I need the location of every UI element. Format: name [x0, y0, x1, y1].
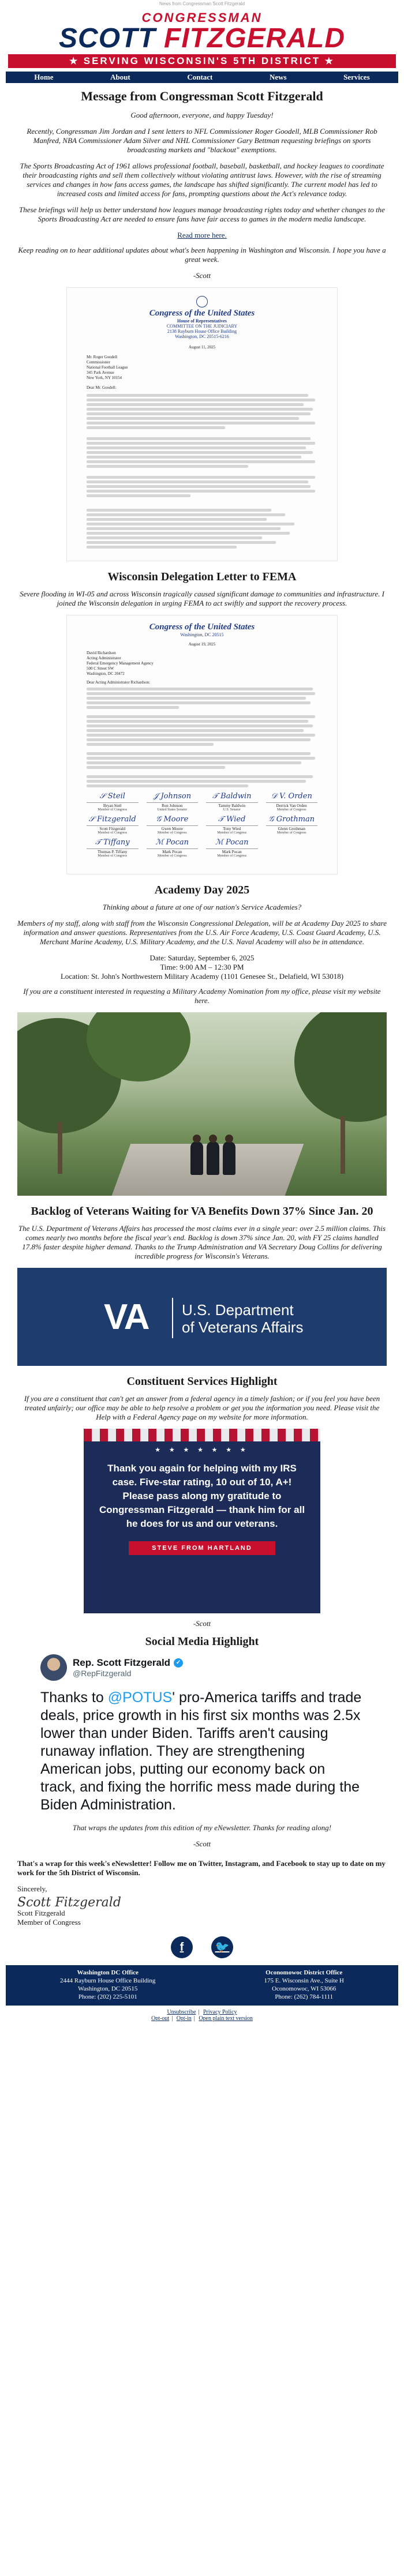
masthead-bar [8, 54, 396, 68]
letter-date: August 11, 2025 [188, 345, 216, 350]
social-title: Social Media Highlight [145, 1635, 259, 1648]
optout-link[interactable]: Opt-out [151, 2015, 170, 2022]
closing-title: Member of Congress [17, 1918, 81, 1927]
letterhead-address: 2138 Rayburn House Office Building [167, 329, 237, 334]
letter-salutation: Dear Mr. Goodell: [87, 385, 117, 390]
signature-block: 𝒯 Wied Tony Wied Member of Congress [206, 815, 258, 835]
masthead-last: FITZGERALD [164, 23, 345, 54]
privacy-link[interactable]: Privacy Policy [203, 2009, 237, 2015]
message-title: Message from Congressman Scott Fitzgerald [81, 89, 323, 103]
masthead [0, 8, 404, 69]
letterhead-committee: COMMITTEE ON THE JUDICIARY [166, 324, 238, 329]
va-title: Backlog of Veterans Waiting for VA Benefits Down 37% Since Jan. 20 [31, 1205, 373, 1218]
signature-block: 𝒟 V. Orden Derrick Van Orden Member of Congress [266, 792, 318, 812]
stars-icon: ★ ★ ★ ★ ★ ★ ★ [155, 1447, 249, 1454]
preheader: News from Congressman Scott Fitzgerald [159, 1, 245, 6]
tweet-header [40, 1654, 364, 1681]
signature-block: 𝒮 Fitzgerald Scott Fitzgerald Member of Congress [87, 815, 139, 835]
signature-block: 𝒢 Grothman Glenn Grothman Member of Congress [266, 815, 318, 835]
academy-location: Location: St. John's Northwestern Military Academy (1101 Genesee St., Delafield, WI 53018) [60, 972, 344, 981]
fema-letter-date: August 19, 2025 [188, 642, 216, 647]
signature-block: 𝒮 Steil Bryan Steil Member of Congress [87, 792, 139, 812]
tweet-handle: @RepFitzgerald [73, 1669, 132, 1678]
signature-block: 𝒯 Tiffany Thomas P. Tiffany Member of Congress [87, 838, 139, 858]
academy-time: Time: 9:00 AM – 12:30 PM [160, 963, 244, 971]
avatar [40, 1654, 67, 1681]
message-sign: -Scott [193, 271, 211, 280]
tweet-author: Rep. Scott Fitzgerald ✓ [73, 1657, 183, 1669]
fema-letterhead [87, 622, 317, 637]
nav-contact[interactable]: Contact [187, 73, 213, 81]
signature-block: 𝒯 Baldwin Tammy Baldwin U.S. Senator [206, 792, 258, 812]
academy-photo [17, 1012, 387, 1196]
va-logo-text: U.S. Department of Veterans Affairs [182, 1301, 304, 1336]
academy-paragraph-3: If you are a constituent interested in requesting a Military Academy Nomination from my office, please visit my website here. [23, 987, 381, 1005]
letter-recipient-4: 345 Park Avenue [87, 370, 114, 375]
fema-salutation: Dear Acting Administrator Richardson: [87, 680, 151, 685]
closing-wrap: That's a wrap for this week's eNewsletter! Follow me on Twitter, Instagram, and Facebook to stay up to date on my work for the 5th District of Wisconsin. [17, 1859, 386, 1877]
constituent-sign: -Scott [193, 1619, 211, 1628]
fema-letter-image [66, 615, 338, 874]
star-icon: ★ [69, 57, 84, 66]
facebook-icon[interactable]: f [171, 1936, 193, 1958]
message-paragraph-1: Recently, Congressman Jim Jordan and I sent letters to NFL Commissioner Roger Goodell, MLB Commissioner Rob Manfred, NBA Commissioner Adam Silver and NHL Commissioner Gary Bettman requesting briefings on sports broadcasting markets and "blackout" exemptions. [27, 127, 377, 154]
signature-block: 𝒥 Johnson Ron Johnson United States Senator [147, 792, 199, 812]
closing [17, 1859, 387, 1927]
academy-paragraph-1: Thinking about a future at one of our nation's Service Academies? [102, 903, 302, 911]
letter-recipient-3: National Football League [87, 365, 128, 370]
va-logo-banner [17, 1268, 387, 1366]
signature-block: 𝒢 Moore Gwen Moore Member of Congress [147, 815, 199, 835]
fema-title: Wisconsin Delegation Letter to FEMA [107, 570, 297, 583]
message-paragraph-3: These briefings will help us better understand how leagues manage broadcasting rights today and whether changes to the Sports Broadcasting Act are needed to ensure fans have fair access to games in the modern media landscape. [19, 205, 385, 223]
social-icons [0, 1936, 404, 1958]
social-caption: That wraps the updates from this edition of my eNewsletter. Thanks for reading along! [72, 1823, 332, 1832]
seal-icon [196, 296, 208, 307]
constituent-paragraph: If you are a constituent that can't get an answer from a federal agency in a timely fashion; or if you feel you have been treated unfairly; our office may be able to help resolve a problem or get you the information you need. Please visit the Help with a Federal Agency page on my website for more information. [24, 1394, 380, 1421]
fema-signatures [87, 792, 317, 858]
letter-recipient-2: Commissioner [87, 360, 110, 365]
message-read-more-link[interactable]: Read more here. [177, 231, 227, 239]
fema-body-text [87, 688, 317, 787]
masthead-name [0, 25, 404, 52]
twitter-icon[interactable]: 🐦 [211, 1936, 233, 1958]
fema-recipient-2: Acting Administrator [87, 656, 121, 660]
fema-letterhead-title: Congress of the United States [149, 622, 255, 632]
tweet-embed[interactable] [40, 1654, 364, 1814]
letter-recipient-5: New York, NY 10154 [87, 375, 122, 380]
letterhead-house: House of Representatives [177, 318, 227, 324]
va-paragraph: The U.S. Department of Veterans Affairs has processed the most claims ever in a single year: over 2.5 million claims. This comes nearly two months before the fiscal year's end. Backlog is down 37% since Jan. 20, with FY 25 claims handled 17.8% faster despite higher demand. Thanks to the Trump Administration and VA Secretary Doug Collins for delivering incredible progress for Wisconsin's Veterans. [18, 1224, 386, 1260]
constituent-title: Constituent Services Highlight [126, 1375, 278, 1388]
footer-district-office: Oconomowoc District Office 175 E. Wisconsin Ave., Suite H Oconomowoc, WI 53066 Phone: (262) 784-1111 [264, 1969, 344, 2000]
flag-stripes [84, 1429, 320, 1441]
nav-services[interactable]: Services [343, 73, 370, 81]
social-sign: -Scott [193, 1839, 211, 1848]
masthead-bar-text: SERVING WISCONSIN'S 5TH DISTRICT [83, 55, 321, 66]
fema-recipient-5: Washington, DC 20472 [87, 671, 125, 676]
nav-about[interactable]: About [110, 73, 130, 81]
academy-date: Date: Saturday, September 6, 2025 [149, 953, 255, 962]
nav-bar [6, 72, 398, 83]
unsubscribe-link[interactable]: Unsubscribe [167, 2009, 196, 2015]
star-icon: ★ [320, 57, 335, 66]
message-section [17, 89, 387, 1649]
sports-letter-image [66, 287, 338, 561]
message-paragraph-2: The Sports Broadcasting Act of 1961 allows professional football, baseball, basketball, and hockey leagues to coordinate their broadcasting rights and sell them collectively without violating antitrust laws. However, with the rise of streaming services and changes in how fans access games, the landscape has shifted significantly. The current model has led to increased costs and limited access for fans, prompting questions about the Act's relevance today. [20, 162, 384, 198]
tweet-text: Thanks to @POTUS' pro-America tariffs and trade deals, price growth in his first six months was 2.5x lower than under Biden. Tariffs aren't causing runaway inflation. They are strengthening American jobs, putting our economy back on track, and fixing the horrific mess made during the Biden Administration. [40, 1689, 362, 1813]
message-greeting: Good afternoon, everyone, and happy Tuesday! [130, 111, 274, 119]
footer-dc-office: Washington DC Office 2444 Rayburn House Office Building Washington, DC 20515 Phone: (202) 225-5101 [60, 1969, 156, 2000]
va-logo-mark: VA [104, 1297, 149, 1337]
masthead-top: CONGRESSMAN [141, 10, 263, 25]
closing-signature: Scott Fitzgerald [17, 1895, 121, 1910]
testimonial-author: STEVE FROM HARTLAND [129, 1541, 275, 1555]
letterhead-city: Washington, DC 20515-6216 [175, 334, 229, 339]
fema-letterhead-city: Washington, DC 20515 [180, 632, 224, 637]
fema-recipient-4: 500 C Street SW [87, 666, 114, 671]
verified-icon: ✓ [174, 1658, 183, 1668]
signature-block: ℳ Pocan Mark Pocan Member of Congress [147, 838, 199, 858]
masthead-first: SCOTT [59, 23, 156, 54]
closing-name: Scott Fitzgerald [17, 1909, 65, 1917]
footer [6, 1965, 398, 2006]
testimonial-message: Thank you again for helping with my IRS case. Five-star rating, 10 out of 10, A+! Please pass along my gratitude to Congressman Fitzgerald — thank him for all he does for us and our veterans. [99, 1463, 305, 1529]
letter-recipient-1: Mr. Roger Goodell [87, 355, 118, 359]
letter-body-text [87, 394, 317, 549]
footer-links: Unsubscribe | Privacy Policy Opt-out | Opt-in | Open plain text version [151, 2009, 253, 2022]
plaintext-link[interactable]: Open plain text version [199, 2015, 253, 2022]
academy-title: Academy Day 2025 [154, 884, 250, 896]
fema-paragraph: Severe flooding in WI-05 and across Wisconsin tragically caused significant damage to communities and infrastructure. I joined the Wisconsin delegation in urging FEMA to act swiftly and support the recovery process. [20, 589, 384, 607]
message-paragraph-4: Keep reading on to hear additional updates about what's been happening in Washington and Wisconsin. I hope you have a great week. [18, 246, 386, 264]
fema-recipient-3: Federal Emergency Management Agency [87, 661, 154, 666]
nav-home[interactable]: Home [34, 73, 54, 81]
letterhead [87, 296, 317, 339]
nav-news[interactable]: News [269, 73, 287, 81]
letterhead-title: Congress of the United States [149, 309, 255, 318]
fema-recipient-1: David Richardson [87, 651, 116, 655]
closing-sincerely: Sincerely, [17, 1884, 47, 1893]
optin-link[interactable]: Opt-in [176, 2015, 192, 2022]
mention-link[interactable]: @POTUS [107, 1689, 173, 1706]
testimonial-card [84, 1429, 320, 1613]
academy-paragraph-2: Members of my staff, along with staff from the Wisconsin Congressional Delegation, will be at Academy Day 2025 to share information and answer questions. Representatives from the U.S. Air Force Academy, U.S. Coast Guard Academy, U.S. Merchant Marine Academy, U.S. Military Academy, and the U.S. Naval Academy will also be in attendance. [17, 919, 387, 946]
signature-block: ℳ Pocan Mark Pocan Member of Congress [206, 838, 258, 858]
